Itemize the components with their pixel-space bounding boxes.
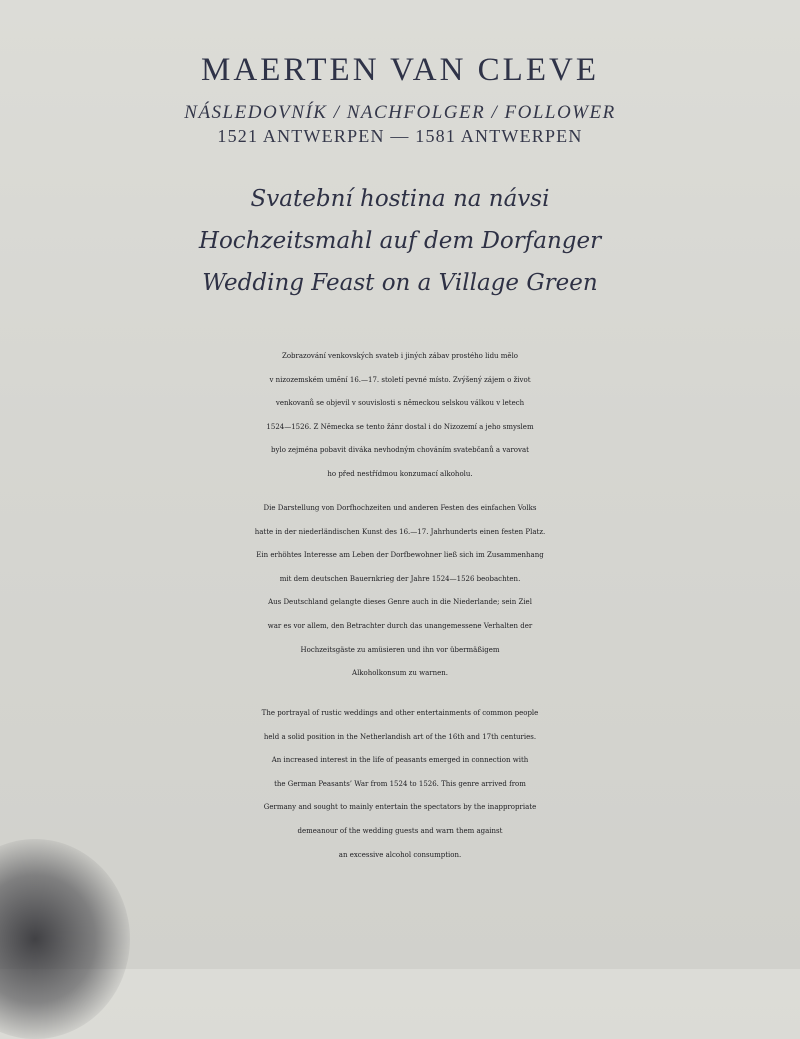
text-line: war es vor allem, den Betrachter durch das unangemessene Verhalten der [267,621,533,630]
text-line: An increased interest in the life of peasants emerged in connection with [271,756,529,765]
text-line: the German Peasants’ War from 1524 to 1526. This genre arrived from [274,779,526,788]
text-line: Zobrazování venkovských svateb i jiných zábav prostého lidu mělo [281,352,519,360]
text-line: v nizozemském umění 16.—17. století pevné místo. Zvýšený zájem o život [269,375,531,384]
text-line: Germany and sought to mainly entertain the spectators by the inappropriate [263,803,537,812]
text-line: 1524—1526. Z Německa se tento žánr dostal i do Nizozemí a jeho smyslem [266,422,534,431]
text-line: Aus Deutschland gelangte dieses Genre auch in die Niederlande; sein Ziel [268,598,532,607]
text-line: an excessive alcohol consumption. [338,850,462,859]
text-line: Die Darstellung von Dorfhochzeiten und anderen Festen des einfachen Volks [263,504,537,512]
shadow-corner [0,839,130,1039]
title-german: Hochzeitsmahl auf dem Dorfanger [198,228,602,254]
text-line: hatte in der niederländischen Kunst des 16.—17. Jahrhunderts einen festen Platz. [254,527,546,536]
paragraph-czech [0,345,800,487]
artist-name: MAERTEN VAN CLEVE [201,52,599,88]
text-line: held a solid position in the Netherlandish art of the 16th and 17th centuries. [263,732,537,741]
text-line: bylo zejména pobavit diváka nevhodným chováním svatebčanů a varovat [271,446,529,455]
artist-dates: 1521 ANTWERPEN — 1581 ANTWERPEN [217,126,583,146]
text-line: Hochzeitsgäste zu amüsieren und ihn vor übermäßigem [300,645,500,654]
attribution: NÁSLEDOVNÍK / NACHFOLGER / FOLLOWER [184,102,616,123]
text-line: demeanour of the wedding guests and warn them against [297,826,503,835]
title-czech: Svatební hostina na návsi [250,186,550,212]
text-line: venkovanů se objevil v souvislosti s německou selskou válkou v letech [275,399,525,408]
text-line: ho před nestřídmou konzumací alkoholu. [327,469,473,478]
text-line: Ein erhöhtes Interesse am Leben der Dorfbewohner ließ sich im Zusammenhang [256,551,544,560]
text-line: Alkoholkonsum zu warnen. [352,669,448,678]
paragraph-german [0,497,800,686]
title-english: Wedding Feast on a Village Green [202,270,598,296]
text-line: The portrayal of rustic weddings and other entertainments of common people [261,709,539,717]
text-line: mit dem deutschen Bauernkrieg der Jahre 1524—1526 beobachten. [279,574,521,583]
artwork-titles [0,178,800,304]
paragraph-english [0,702,800,867]
